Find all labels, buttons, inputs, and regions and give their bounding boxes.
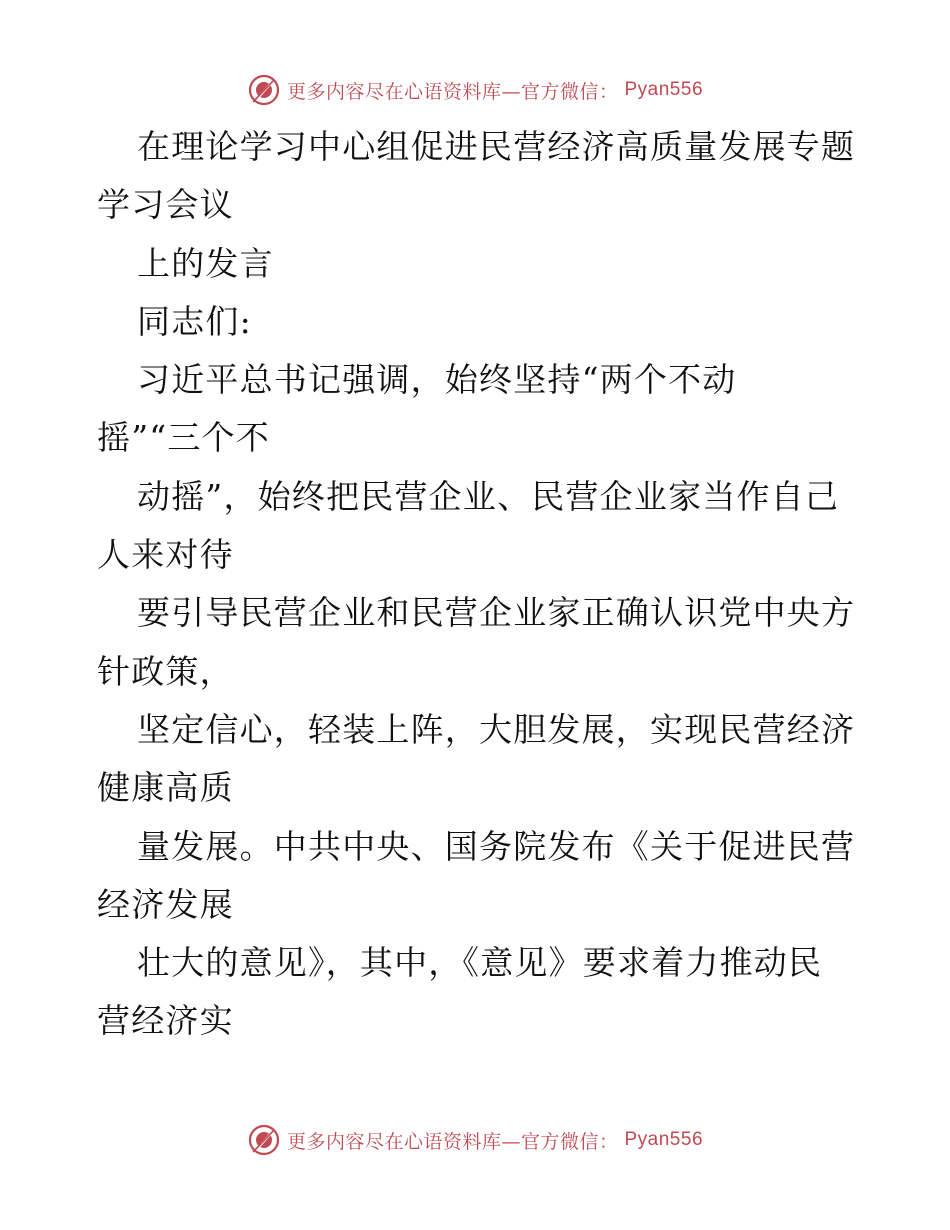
salutation: 同志们: bbox=[137, 301, 252, 341]
title-line-1: 在理论学习中心组促进民营经济高质量发展专题 bbox=[137, 127, 856, 166]
pen-logo-icon bbox=[247, 1123, 281, 1157]
body-line: 人来对待 bbox=[97, 535, 234, 575]
watermark-wechat-id: Pyan556 bbox=[624, 1129, 704, 1150]
footer-watermark bbox=[0, 1122, 950, 1158]
body-line: 要引导民营企业和民营企业家正确认识党中央方 bbox=[137, 593, 856, 633]
watermark-text: 更多内容尽在心语资料库—官方微信： bbox=[286, 1130, 619, 1153]
body-line: 坚定信心，轻装上阵，大胆发展，实现民营经济 bbox=[137, 709, 856, 749]
title-line-3: 上的发言 bbox=[137, 243, 274, 283]
body-line: 量发展。中共中央、国务院发布《关于促进民营 bbox=[137, 826, 856, 866]
body-line: 针政策， bbox=[97, 651, 234, 691]
body-line: 习近平总书记强调，始终坚持“两个不动 bbox=[137, 360, 737, 400]
title-line-2: 学习会议 bbox=[97, 185, 234, 225]
document-body bbox=[97, 118, 857, 1051]
body-line: 营经济实 bbox=[97, 1001, 234, 1041]
body-line: 经济发展 bbox=[97, 884, 234, 924]
body-line: 壮大的意见》，其中，《意见》要求着力推动民 bbox=[137, 943, 823, 983]
watermark-wechat-id: Pyan556 bbox=[624, 79, 704, 100]
header-watermark bbox=[0, 72, 950, 108]
body-line: 健康高质 bbox=[97, 768, 234, 808]
body-line: 摇”“三个不 bbox=[97, 418, 270, 458]
pen-logo-icon bbox=[247, 73, 281, 107]
watermark-text: 更多内容尽在心语资料库—官方微信： bbox=[286, 80, 619, 103]
body-line: 动摇”，始终把民营企业、民营企业家当作自己 bbox=[137, 476, 840, 516]
